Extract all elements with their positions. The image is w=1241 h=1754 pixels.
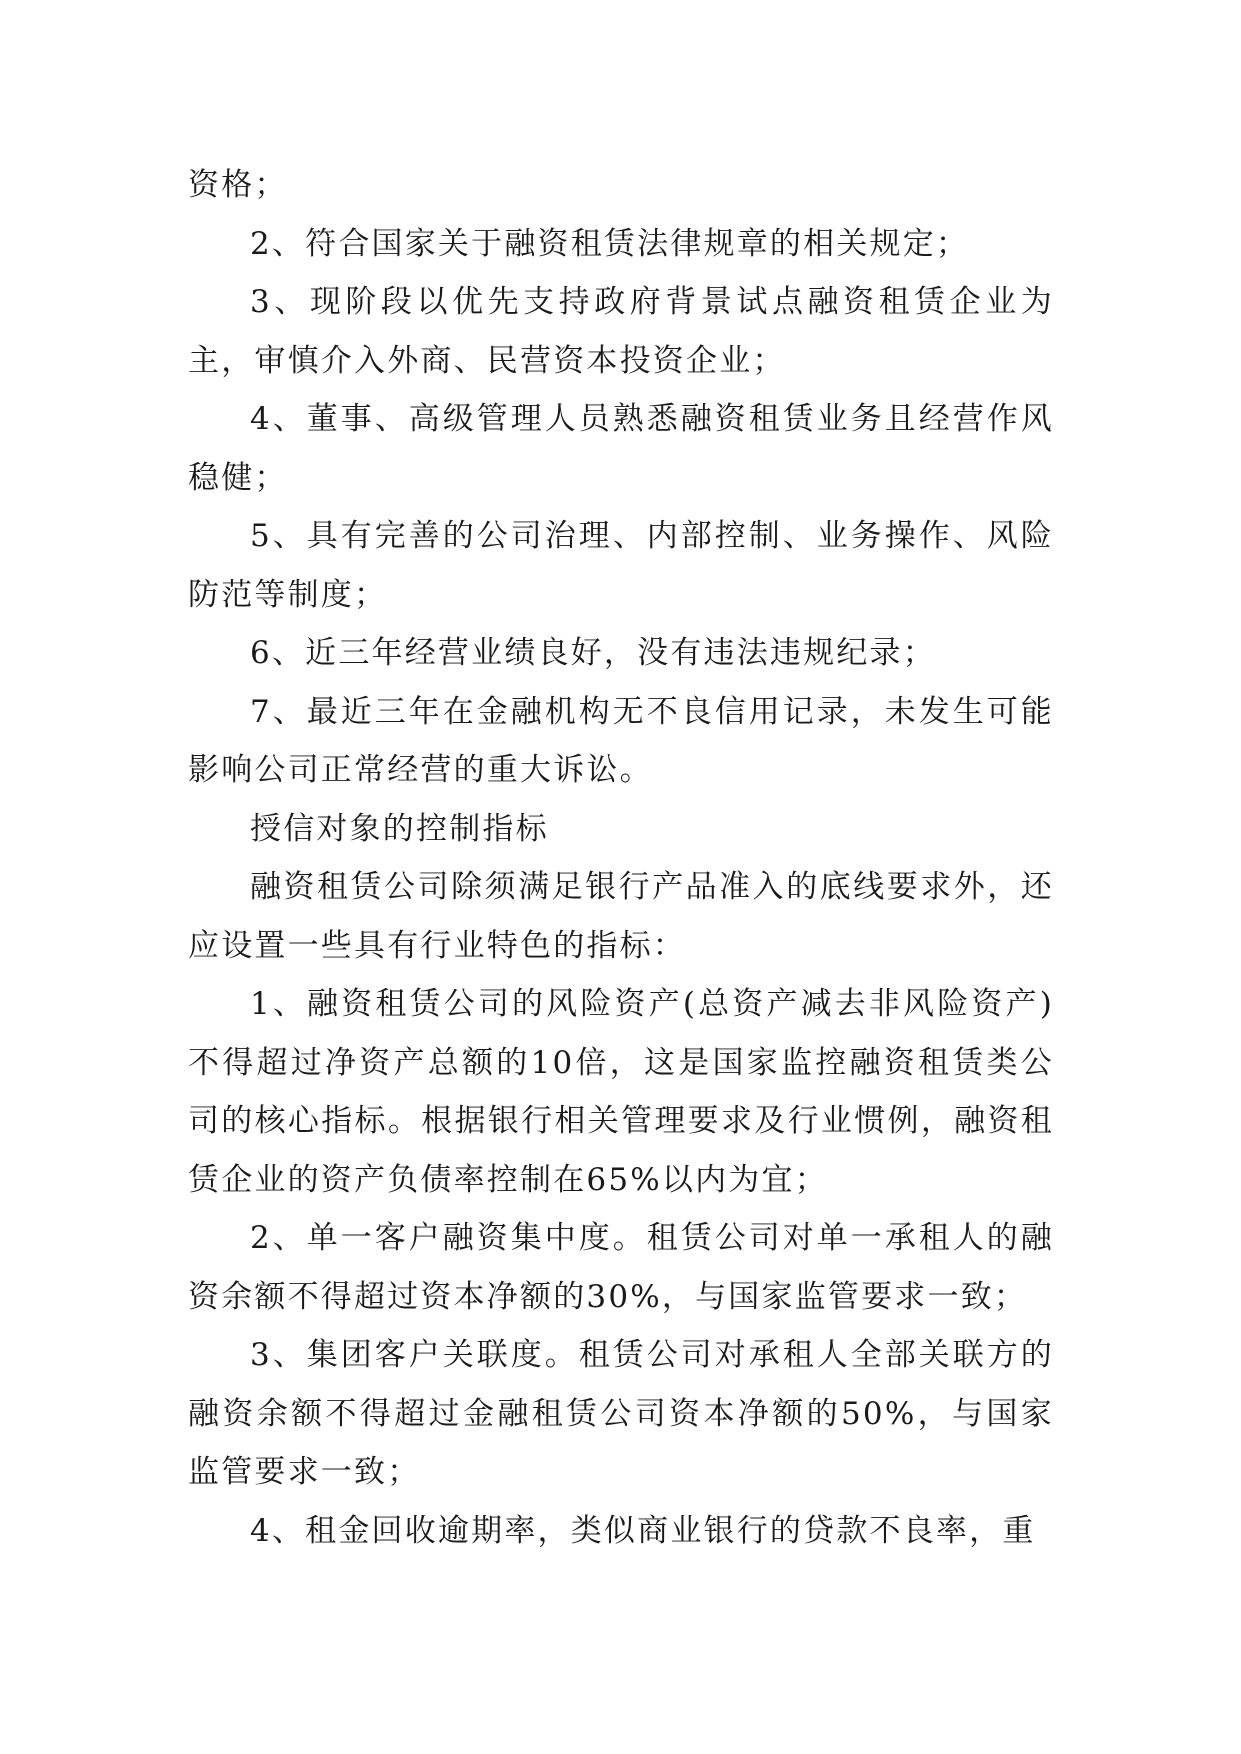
paragraph: 3、集团客户关联度。租赁公司对承租人全部关联方的融资余额不得超过金融租赁公司资本净额的50%，与国家监管要求一致； [188,1337,1054,1490]
paragraph: 1、融资租赁公司的风险资产(总资产减去非风险资产)不得超过净资产总额的10倍，这是国家监控融资租赁类公司的核心指标。根据银行相关管理要求及行业惯例，融资租赁企业的资产负债率控制在65%以内为宜； [188,986,1054,1198]
section-heading: 授信对象的控制指标 [250,810,549,847]
paragraph: 5、具有完善的公司治理、内部控制、业务操作、风险防范等制度； [188,518,1054,613]
paragraph: 4、董事、高级管理人员熟悉融资租赁业务且经营作风稳健； [188,401,1054,496]
paragraph: 融资租赁公司除须满足银行产品准入的底线要求外，还应设置一些具有行业特色的指标： [188,869,1054,964]
paragraph: 2、单一客户融资集中度。租赁公司对单一承租人的融资余额不得超过资本净额的30%，与国家监管要求一致； [188,1220,1054,1315]
paragraph: 2、符合国家关于融资租赁法律规章的相关规定； [250,225,970,262]
paragraph: 4、租金回收逾期率，类似商业银行的贷款不良率，重 [250,1512,1036,1549]
document-body [188,156,1054,1560]
paragraph: 6、近三年经营业绩良好，没有违法违规纪录； [250,635,936,671]
paragraph: 7、最近三年在金融机构无不良信用记录，未发生可能影响公司正常经营的重大诉讼。 [188,693,1054,788]
paragraph: 3、现阶段以优先支持政府背景试点融资租赁企业为主，审慎介入外商、民营资本投资企业； [188,284,1054,379]
paragraph: 资格； [188,167,288,203]
